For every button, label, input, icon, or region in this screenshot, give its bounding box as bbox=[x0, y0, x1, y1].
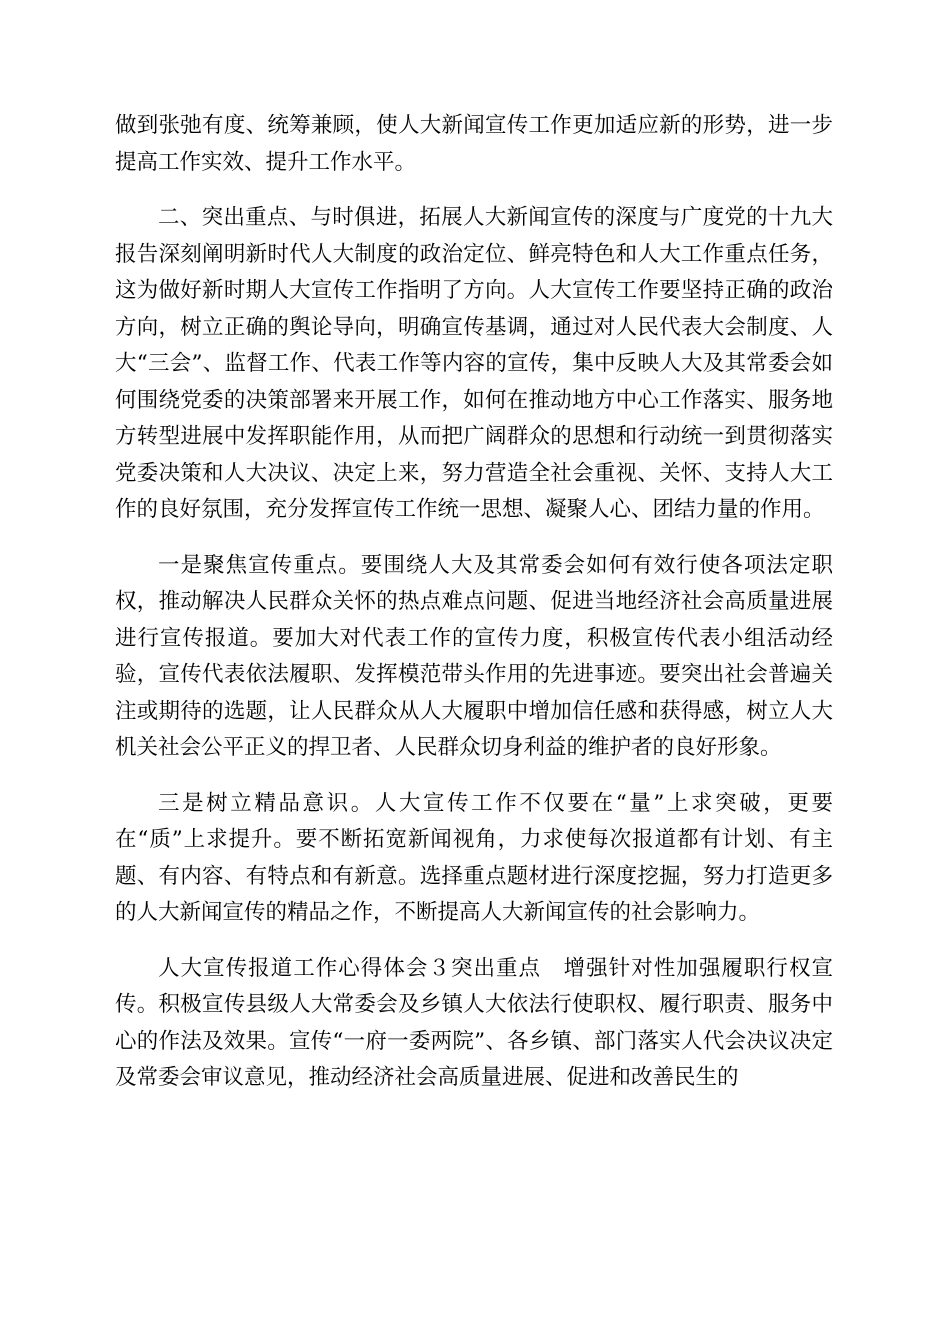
paragraph-reflection-three: 人大宣传报道工作心得体会３突出重点 增强针对性加强履职行权宣传。积极宣传县级人大常委会及乡镇人大依法行使职权、履行职责、服务中心的作法及效果。宣传“一府一委两院”、各乡镇、部门落实人代会决议决定及常委会审议意见，推动经济社会高质量进展、促进和改善民生的 bbox=[115, 955, 833, 1090]
paragraph-continuation: 做到张弛有度、统筹兼顾，使人大新闻宣传工作更加适应新的形势，进一步提高工作实效、提升工作水平。 bbox=[115, 113, 833, 175]
paragraph-focus-publicity: 一是聚焦宣传重点。要围绕人大及其常委会如何有效行使各项法定职权，推动解决人民群众关怀的热点难点问题、促进当地经济社会高质量进展进行宣传报道。要加大对代表工作的宣传力度，积极宣传代表小组活动经验，宣传代表依法履职、发挥模范带头作用的先进事迹。要突出社会普遍关注或期待的选题，让人民群众从人大履职中增加信任感和获得感，树立人大机关社会公平正义的捍卫者、人民群众切身利益的维护者的良好形象。 bbox=[115, 552, 833, 760]
paragraph-quality-awareness: 三是树立精品意识。人大宣传工作不仅要在“量”上求突破，更要在“质”上求提升。要不断拓宽新闻视角，力求使每次报道都有计划、有主题、有内容、有特点和有新意。选择重点题材进行深度挖掘，努力打造更多的人大新闻宣传的精品之作，不断提高人大新闻宣传的社会影响力。 bbox=[115, 790, 833, 925]
paragraph-section-two: 二、突出重点、与时俱进，拓展人大新闻宣传的深度与广度党的十九大报告深刻阐明新时代人大制度的政治定位、鲜亮特色和人大工作重点任务，这为做好新时期人大宣传工作指明了方向。人大宣传工作要坚持正确的政治方向，树立正确的舆论导向，明确宣传基调，通过对人民代表大会制度、人大“三会”、监督工作、代表工作等内容的宣传，集中反映人大及其常委会如何围绕党委的决策部署来开展工作，如何在推动地方中心工作落实、服务地方转型进展中发挥职能作用，从而把广阔群众的思想和行动统一到贯彻落实党委决策和人大决议、决定上来，努力营造全社会重视、关怀、支持人大工作的良好氛围，充分发挥宣传工作统一思想、凝聚人心、团结力量的作用。 bbox=[115, 205, 833, 522]
document-body bbox=[115, 108, 833, 1116]
